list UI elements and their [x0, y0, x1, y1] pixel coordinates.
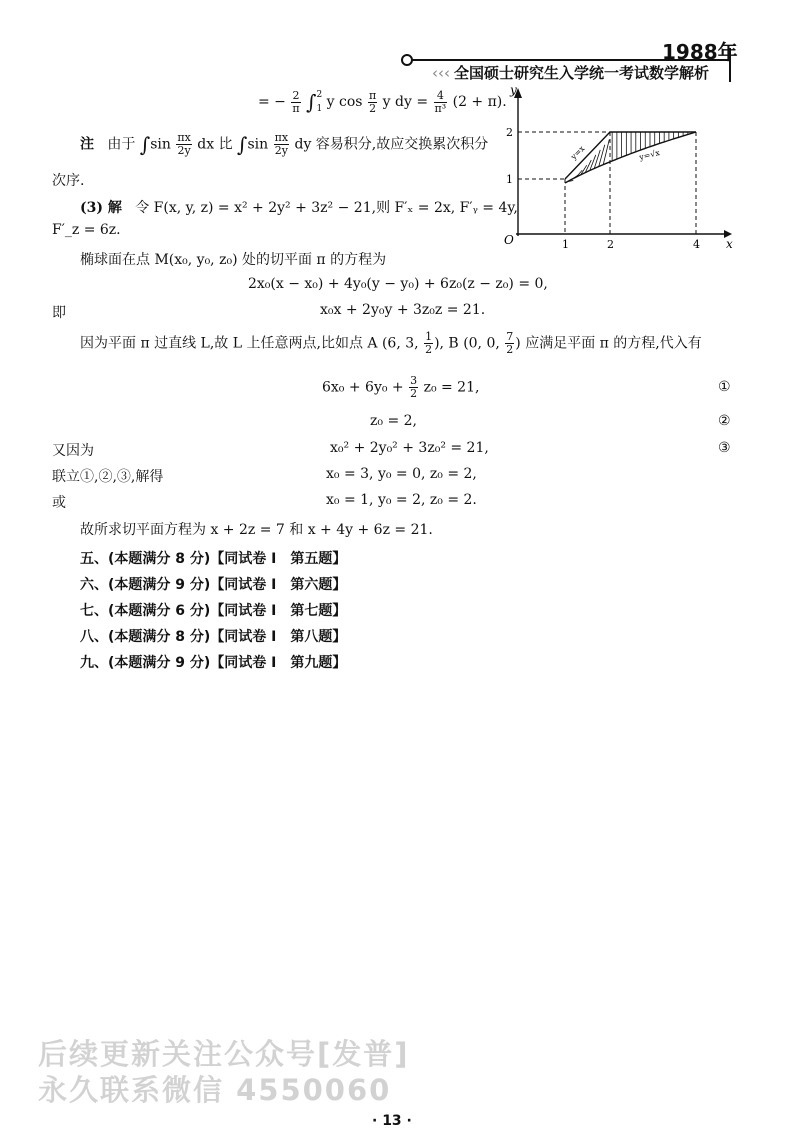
origin-label: O	[504, 233, 514, 247]
fraction-1-2: $\frac{1}{2}$	[425, 330, 433, 356]
section-number: 五、	[80, 551, 108, 567]
solution-1: x₀ = 3, y₀ = 0, z₀ = 2,	[326, 466, 477, 482]
header-subtitle	[432, 62, 709, 83]
equation-3: x₀² + 2y₀² + 3z₀² = 21,	[330, 440, 489, 456]
fraction-pix-over-2y: $\frac{\pi x}{2y}$	[177, 131, 191, 157]
header-year: 1988年	[662, 40, 738, 64]
section-item	[80, 652, 346, 672]
section-item	[80, 548, 346, 568]
point-a-close: )	[434, 335, 440, 352]
marker-2: ②	[718, 413, 731, 429]
note-line	[80, 132, 488, 157]
integral-sign: ∫	[139, 132, 151, 157]
fraction-pi-over-2: $\frac{\pi}{2}$	[368, 88, 377, 115]
tick-x-4: 4	[693, 238, 700, 251]
chevron-icon: ‹‹‹	[432, 64, 450, 82]
note-text-2: dx 比	[197, 136, 233, 153]
solution-2: x₀ = 1, y₀ = 2, z₀ = 2.	[326, 492, 477, 508]
tick-x-2: 2	[607, 238, 614, 251]
tick-y-2: 2	[506, 126, 513, 139]
fraction-4-over-pi3: $\frac{4}{\text{π³}}$	[434, 88, 447, 115]
tangent-intro: 椭球面在点 M(x₀, y₀, z₀) 处的切平面 π 的方程为	[80, 252, 387, 268]
because-line	[80, 331, 702, 356]
because-text-2: , B	[439, 335, 459, 352]
eq1-text: 6x₀ + 6y₀ +	[322, 379, 404, 396]
section-number: 九、	[80, 655, 108, 671]
eq1-tail: z₀ = 21,	[423, 379, 480, 396]
marker-1: ①	[718, 379, 731, 395]
section-number: 六、	[80, 577, 108, 593]
point-a-open: (6, 3,	[381, 335, 419, 352]
section-score: (本题满分 6 分)	[108, 603, 211, 619]
section-score: (本题满分 9 分)	[108, 655, 211, 671]
because-text-1: 因为平面 π 过直线 L,故 L 上任意两点,比如点 A	[80, 335, 378, 352]
fraction-pix-over-2y: $\frac{\pi x}{2y}$	[274, 131, 289, 157]
tangent-equation-2: x₀x + 2y₀y + 3z₀z = 21.	[320, 302, 486, 318]
tick-y-1: 1	[506, 173, 513, 186]
because-text-3: 应满足平面 π 的方程,代入有	[525, 335, 702, 352]
curve-label-y-eq-x: y=x	[569, 143, 587, 162]
tangent-equation-1: 2x₀(x − x₀) + 4y₀(y − y₀) + 6z₀(z − z₀) = 0,	[248, 276, 548, 292]
header-subtitle-text: 全国硕士研究生入学统一考试数学解析	[454, 64, 710, 82]
watermark-line-1: 后续更新关注公众号[发普]	[38, 1037, 410, 1071]
tick-x-1: 1	[562, 238, 569, 251]
section-reference: 【同试卷 Ⅰ 第五题】	[210, 551, 347, 567]
section-score: (本题满分 8 分)	[108, 629, 211, 645]
section-reference: 【同试卷 Ⅰ 第八题】	[210, 629, 347, 645]
section-score: (本题满分 9 分)	[108, 577, 211, 593]
huo-label: 或	[52, 495, 66, 511]
integral-limits: 2 1	[316, 90, 323, 114]
note-line-2: 次序.	[52, 173, 85, 189]
equation-top	[258, 88, 507, 116]
part3-line	[80, 197, 518, 217]
integral-sign: ∫	[306, 90, 317, 114]
fraction-2-over-pi: $\frac{2}{\pi}$	[292, 88, 300, 115]
figure-region-plot	[490, 82, 740, 252]
conclusion: 故所求切平面方程为 x + 2z = 7 和 x + 4y + 6z = 21.	[80, 522, 433, 538]
fraction-3-2: $\frac{3}{2}$	[410, 374, 418, 400]
eq-top-tail: y dy =	[382, 94, 429, 110]
sin-label: sin	[150, 136, 171, 153]
equation-1	[322, 375, 479, 400]
page-number: · 13 ·	[372, 1113, 412, 1129]
eq-top-lhs: = −	[258, 94, 286, 110]
hatch-line	[603, 140, 609, 165]
section-reference: 【同试卷 Ⅰ 第六题】	[210, 577, 347, 593]
note-text-3: dy 容易积分,故应交换累次积分	[294, 136, 489, 153]
section-reference: 【同试卷 Ⅰ 第七题】	[210, 603, 347, 619]
y-axis-label: y	[510, 83, 517, 97]
eq-top-rest: y cos	[326, 94, 363, 110]
section-item	[80, 574, 346, 594]
marker-3: ③	[718, 440, 731, 456]
x-axis-label: x	[726, 237, 733, 251]
eq-top-end: (2 + π).	[452, 94, 507, 110]
section-item	[80, 600, 346, 620]
fraction-7-2: $\frac{7}{2}$	[506, 330, 514, 356]
part3-text: 令 F(x, y, z) = x² + 2y² + 3z² − 21,则 F′ₓ = 2x, F′ᵧ = 4y,	[135, 200, 518, 216]
point-b-open: (0, 0,	[463, 335, 500, 352]
integral-sign: ∫	[237, 132, 248, 157]
note-label: 注	[80, 136, 94, 153]
note-text-1: 由于	[107, 136, 136, 153]
section-item	[80, 626, 346, 646]
lianli-label: 联立①,②,③,解得	[52, 469, 164, 485]
curve-label-y-eq-sqrt-x: y=√x	[638, 148, 661, 162]
sin-label: sin	[247, 136, 269, 153]
watermark-line-2: 永久联系微信 4550060	[38, 1073, 392, 1107]
youyinwei-label: 又因为	[52, 443, 94, 459]
section-reference: 【同试卷 Ⅰ 第九题】	[210, 655, 347, 671]
part3-line-2: F′_z = 6z.	[52, 222, 121, 238]
equation-2: z₀ = 2,	[370, 413, 417, 429]
ji-label: 即	[52, 305, 66, 321]
section-number: 七、	[80, 603, 108, 619]
point-b-close: )	[515, 335, 521, 352]
part3-label: (3) 解	[80, 200, 122, 216]
section-number: 八、	[80, 629, 108, 645]
section-score: (本题满分 8 分)	[108, 551, 211, 567]
